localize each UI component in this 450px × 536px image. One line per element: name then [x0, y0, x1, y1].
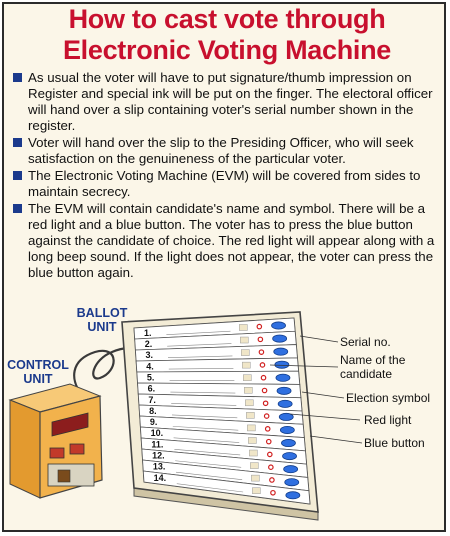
- blue-button[interactable]: [280, 426, 294, 433]
- control-unit-label-line-1: CONTROL: [7, 358, 69, 372]
- red-light-icon: [266, 427, 270, 431]
- callout-line-blue-button: [310, 436, 362, 443]
- callout-blue-button: Blue button: [364, 436, 425, 450]
- serial-number: 2.: [144, 339, 153, 350]
- blue-button[interactable]: [272, 322, 286, 329]
- election-symbol-icon: [240, 337, 248, 343]
- serial-number: 7.: [148, 394, 156, 405]
- election-symbol-icon: [251, 475, 259, 481]
- ballot-row: [137, 371, 300, 384]
- blue-button[interactable]: [285, 479, 299, 486]
- serial-number: 1.: [143, 327, 152, 338]
- callout-election-symbol: Election symbol: [346, 391, 431, 405]
- callout-red-light: Red light: [364, 413, 412, 427]
- instruction-text: The EVM will contain candidate's name and symbol. There will be a red light and a blue button. The voter has to press the blue button against the candidate of choice. The red light will appear along with a long beep sound. If the light does not appear, the voter can press the blue button again.: [28, 201, 435, 280]
- title-line-2: Electronic Voting Machine: [62, 35, 392, 65]
- serial-number: 3.: [145, 350, 153, 361]
- blue-button[interactable]: [281, 439, 295, 446]
- ballot-row-frame: [137, 371, 300, 384]
- serial-number: 12.: [152, 450, 165, 461]
- ballot-unit-label-line-2: UNIT: [87, 320, 117, 334]
- red-light-icon: [257, 324, 261, 328]
- red-light-icon: [268, 452, 272, 456]
- control-unit-compartment: [48, 464, 94, 486]
- serial-number: 5.: [146, 372, 155, 383]
- blue-button[interactable]: [277, 387, 291, 394]
- election-symbol-icon: [250, 463, 258, 469]
- election-symbol-icon: [244, 387, 252, 393]
- callout-line-serial: [300, 336, 338, 342]
- control-unit-front: [10, 400, 40, 498]
- red-light-icon: [259, 350, 263, 354]
- ballot-unit-label-line-1: BALLOT: [76, 306, 128, 320]
- red-light-icon: [270, 478, 274, 482]
- red-light-icon: [271, 491, 275, 495]
- instruction-text: The Electronic Voting Machine (EVM) will be covered from sides to maintain secrecy.: [28, 168, 421, 199]
- election-symbol-icon: [239, 324, 247, 330]
- blue-button[interactable]: [275, 361, 289, 368]
- serial-number: 9.: [149, 417, 158, 428]
- control-unit-label: [0, 358, 76, 386]
- blue-button[interactable]: [274, 348, 288, 355]
- red-light-icon: [264, 414, 268, 418]
- election-symbol-icon: [249, 450, 257, 456]
- election-symbol-icon: [252, 488, 260, 494]
- blue-button[interactable]: [286, 492, 300, 499]
- serial-number: 14.: [153, 472, 167, 483]
- callout-candidate-name-line-2: candidate: [340, 367, 393, 381]
- red-light-icon: [262, 388, 266, 392]
- control-unit-slot: [58, 470, 70, 482]
- serial-number: 4.: [146, 361, 154, 372]
- red-light-icon: [267, 439, 271, 443]
- serial-number: 6.: [147, 383, 156, 394]
- blue-button[interactable]: [278, 400, 292, 407]
- serial-number: 11.: [151, 439, 164, 450]
- serial-number: 13.: [152, 461, 166, 472]
- callout-candidate-name-line-1: Name of the: [340, 353, 406, 367]
- control-unit-button: [50, 448, 64, 458]
- control-unit-label-line-2: UNIT: [23, 372, 53, 386]
- instruction-text: Voter will hand over the slip to the Presiding Officer, who will seek satisfaction on the genuineness of the particular voter.: [28, 135, 414, 166]
- blue-button[interactable]: [273, 335, 287, 342]
- callout-candidate-name: [340, 353, 405, 381]
- election-symbol-icon: [247, 425, 255, 431]
- instruction-text: As usual the voter will have to put signature/thumb impression on Register and special ink will be put on the finger. The electoral officer will hand over a slip containing voter's serial number shown in the register.: [28, 70, 433, 133]
- title-line-1: How to cast vote through: [68, 4, 386, 34]
- ballot-rows: [134, 318, 310, 504]
- red-light-icon: [263, 401, 267, 405]
- control-unit-button: [70, 444, 84, 454]
- election-symbol-icon: [246, 412, 254, 418]
- red-light-icon: [258, 337, 262, 341]
- red-light-icon: [261, 376, 265, 380]
- blue-button[interactable]: [283, 453, 297, 460]
- serial-number: 8.: [149, 405, 157, 416]
- election-symbol-icon: [248, 437, 256, 443]
- red-light-icon: [269, 465, 273, 469]
- ballot-unit-label: [62, 306, 142, 334]
- blue-button[interactable]: [276, 374, 290, 381]
- callout-serial-no: Serial no.: [340, 335, 391, 349]
- blue-button[interactable]: [284, 466, 298, 473]
- serial-number: 10.: [150, 428, 164, 439]
- election-symbol-icon: [241, 350, 249, 356]
- election-symbol-icon: [242, 362, 250, 368]
- election-symbol-icon: [245, 400, 253, 406]
- election-symbol-icon: [243, 375, 251, 381]
- red-light-icon: [260, 363, 264, 367]
